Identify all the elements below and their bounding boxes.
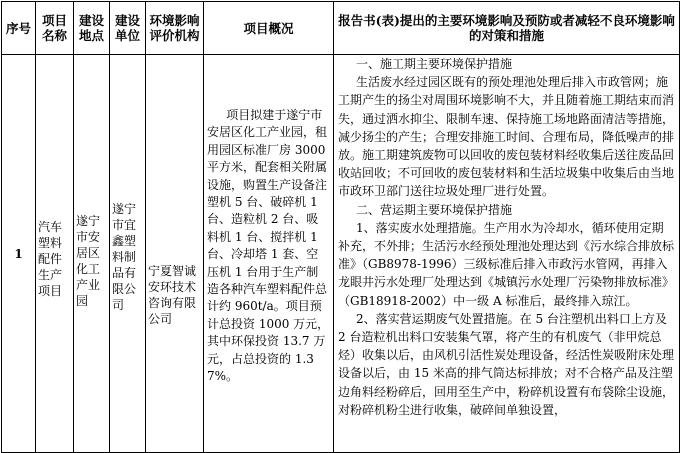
row-overview: 项目拟建于遂宁市安居区化工产业园，租用园区标准厂房 3000 平方米，配套相关附属设施，购置生产设备注塑机 5 台、破碎机 1 台、造粒机 2 台、吸料机 1 台、搅拌机 1 台、冷却塔 1 套、空压机 1 台用于生产制造各种汽车塑料配件总计约 960t/a。项目预计总投资 1000 万元，其中环保投资 13.7 万元，占总投资的 1.37%。	[204, 55, 334, 453]
eia-project-table	[1, 1, 680, 453]
header-measures: 报告书(表)提出的主要环境影响及预防或者减轻不良环境影响的对策和措施	[334, 2, 680, 55]
header-row	[2, 2, 680, 55]
row-no: 1	[2, 55, 36, 453]
header-overview: 项目概况	[204, 2, 334, 55]
row-location: 遂宁市安居区化工产业园	[74, 55, 110, 453]
header-agency: 环境影响评价机构	[146, 2, 204, 55]
header-location: 建设地点	[74, 2, 110, 55]
measures-operation-heading: 二、营运期主要环境保护措施	[356, 202, 513, 217]
measures-construction-text: 生活废水经过园区既有的预处理池处理后排入市政管网；施工期产生的扬尘对周围环境影响不大，并且随着施工期结束而消失，通过洒水抑尘、限制车速、保持施工场地路面清洁等措施，减少扬尘的产生；合理安排施工时间、合理布局，降低噪声的排放。施工期建筑废物可以回收的废包装材料经收集后送往废品回收站回收；不可回收的废包装材料和生活垃圾集中收集后由当地市政环卫部门送往垃圾处理厂进行处置。	[338, 75, 675, 199]
measures-wastewater-text: 1、落实废水处理措施。生产用水为冷却水，循环使用定期补充，不外排；生活污水经预处理池处理达到《污水综合排放标准》（GB8978-1996）三级标准后排入市政污水管网，再排入龙眼井污水处理厂处理达到《城镇污水处理厂污染物排放标准》（GB18918-2002）中一级 A 标准后，最终排入琼江。	[338, 220, 675, 308]
row-agency: 宁夏智诚安环技术咨询有限公司	[146, 55, 204, 453]
row-project-name: 汽车塑料配件生产项目	[36, 55, 74, 453]
table-row	[2, 55, 680, 453]
row-unit: 遂宁市宜鑫塑料制品有限公司	[110, 55, 146, 453]
header-project-name: 项目名称	[36, 2, 74, 55]
measures-construction-heading: 一、施工期主要环境保护措施	[356, 57, 513, 71]
measures-exhaust-text: 2、落实营运期废气处置措施。在 5 台注塑机出料口上方及 2 台造粒机出料口安装集气罩，将产生的有机废气（非甲烷总烃）收集以后，由风机引活性炭处理设备，经活性炭吸附床处理设备以后，由 15 米高的排气筒达标排放；对不合格产品及注塑边角料经粉碎后，回用至生产中，粉碎机设置有布袋除尘设施，对粉碎机粉尘进行收集，破碎间单独设置，	[338, 311, 675, 417]
header-unit: 建设单位	[110, 2, 146, 55]
header-no: 序号	[2, 2, 36, 55]
row-measures	[334, 55, 680, 453]
